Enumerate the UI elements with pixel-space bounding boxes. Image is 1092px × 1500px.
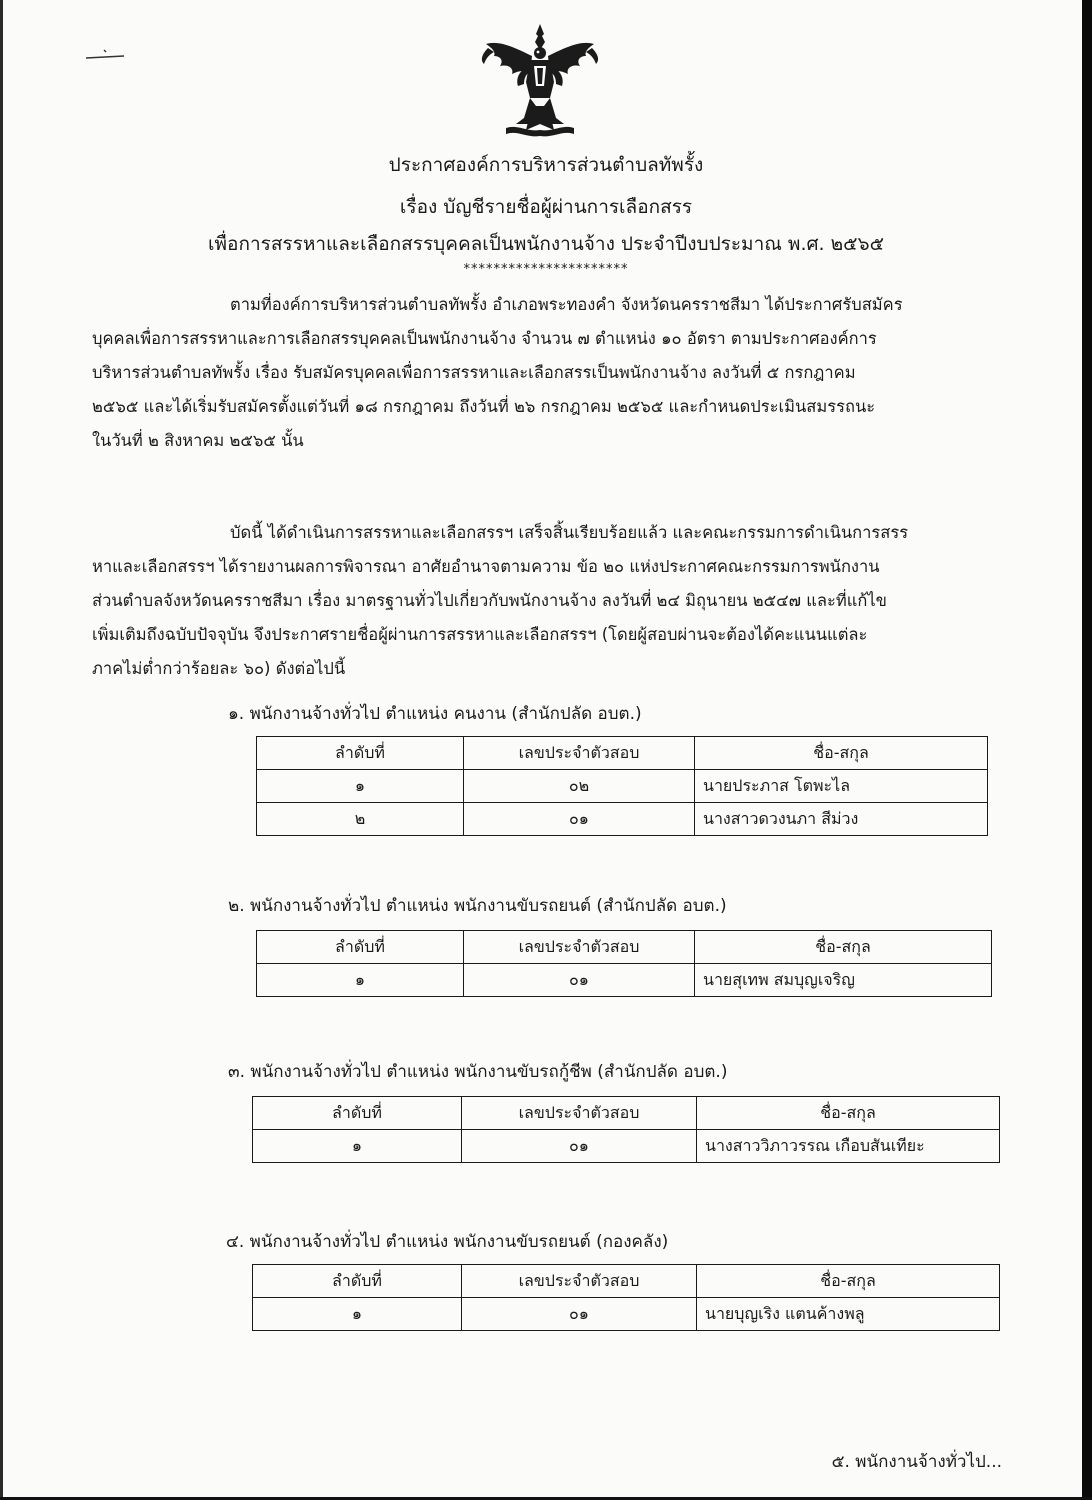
cell-name: นางสาววิภาวรรณ เกือบสันเทียะ: [697, 1130, 1000, 1163]
cell-order: ๑: [253, 1130, 462, 1163]
paragraph-1-line: ๒๕๖๕ และได้เริ่มรับสมัครตั้งแต่วันที่ ๑๘ กรกฎาคม ถึงวันที่ ๒๖ กรกฎาคม ๒๕๖๕ และกำหนดประเมินสมรรถนะ: [92, 397, 876, 416]
continued-on-next-page: ๕. พนักงานจ้างทั่วไป...: [831, 1452, 1002, 1472]
paragraph-2-line: บัดนี้ ได้ดำเนินการสรรหาและเลือกสรรฯ เสร็จสิ้นเรียบร้อยแล้ว และคณะกรรมการดำเนินการสรร: [230, 523, 909, 542]
cell-exam-id: ๐๒: [464, 770, 695, 803]
section-4-table: [252, 1264, 1000, 1331]
announcement-subject-line2: เพื่อการสรรหาและเลือกสรรบุคคลเป็นพนักงานจ้าง ประจำปีงบประมาณ พ.ศ. ๒๕๖๕: [208, 233, 884, 255]
garuda-emblem: [470, 20, 610, 140]
table-header-row: [253, 1097, 1000, 1130]
cell-exam-id: ๐๑: [462, 1298, 697, 1331]
col-order-header: ลำดับที่: [253, 1265, 462, 1298]
col-exam-id-header: เลขประจำตัวสอบ: [464, 737, 695, 770]
paragraph-2-line: เพิ่มเติมถึงฉบับปัจจุบัน จึงประกาศรายชื่อผู้ผ่านการสรรหาและเลือกสรรฯ (โดยผู้สอบผ่านจะต้องได้คะแนนแต่ละ: [92, 625, 868, 644]
cell-name: นายสุเทพ สมบุญเจริญ: [695, 964, 992, 997]
section-2-title: ๒. พนักงานจ้างทั่วไป ตำแหน่ง พนักงานขับรถยนต์ (สำนักปลัด อบต.): [228, 896, 727, 916]
table-row: [257, 770, 988, 803]
section-2-table: [256, 930, 992, 997]
cell-name: นายบุญเริง แตนค้างพลู: [697, 1298, 1000, 1331]
paragraph-2-line: ภาคไม่ต่ำกว่าร้อยละ ๖๐) ดังต่อไปนี้: [92, 659, 346, 678]
col-name-header: ชื่อ-สกุล: [695, 737, 988, 770]
announcement-title: ประกาศองค์การบริหารส่วนตำบลทัพรั้ง: [388, 154, 704, 176]
cell-order: ๑: [253, 1298, 462, 1331]
col-name-header: ชื่อ-สกุล: [697, 1265, 1000, 1298]
cell-name: นายประภาส โตพะไล: [695, 770, 988, 803]
col-exam-id-header: เลขประจำตัวสอบ: [464, 931, 695, 964]
pen-mark: [84, 44, 128, 64]
section-1-table: [256, 736, 988, 836]
paragraph-1-line: ในวันที่ ๒ สิงหาคม ๒๕๖๕ นั้น: [92, 431, 304, 450]
cell-exam-id: ๐๑: [462, 1130, 697, 1163]
col-name-header: ชื่อ-สกุล: [695, 931, 992, 964]
scan-edge-right: [1082, 0, 1092, 1500]
col-order-header: ลำดับที่: [257, 737, 464, 770]
table-row: [257, 964, 992, 997]
table-row: [253, 1130, 1000, 1163]
announcement-subject: เรื่อง บัญชีรายชื่อผู้ผ่านการเลือกสรร: [399, 196, 693, 218]
section-4-title: ๔. พนักงานจ้างทั่วไป ตำแหน่ง พนักงานขับรถยนต์ (กองคลัง): [226, 1232, 669, 1252]
col-order-header: ลำดับที่: [257, 931, 464, 964]
col-exam-id-header: เลขประจำตัวสอบ: [462, 1265, 697, 1298]
cell-order: ๑: [257, 770, 464, 803]
paragraph-2-line: ส่วนตำบลจังหวัดนครราชสีมา เรื่อง มาตรฐานทั่วไปเกี่ยวกับพนักงานจ้าง ลงวันที่ ๒๔ มิถุนายน ๒๕๔๗ และที่แก้ไข: [92, 591, 887, 610]
scan-edge-left: [0, 0, 3, 1500]
table-header-row: [257, 931, 992, 964]
cell-exam-id: ๐๑: [464, 803, 695, 836]
cell-exam-id: ๐๑: [464, 964, 695, 997]
cell-name: นางสาวดวงนภา สีม่วง: [695, 803, 988, 836]
paragraph-1-line: บริหารส่วนตำบลทัพรั้ง เรื่อง รับสมัครบุคคลเพื่อการสรรหาและเลือกสรรเป็นพนักงานจ้าง ลงวันที่ ๕ กรกฎาคม: [92, 363, 856, 382]
paragraph-1-line: บุคคลเพื่อการสรรหาและการเลือกสรรบุคคลเป็นพนักงานจ้าง จำนวน ๗ ตำแหน่ง ๑๐ อัตรา ตามประกาศองค์การ: [92, 329, 877, 348]
table-row: [253, 1298, 1000, 1331]
paragraph-2-line: หาและเลือกสรรฯ ได้รายงานผลการพิจารณา อาศัยอำนาจตามความ ข้อ ๒๐ แห่งประกาศคณะกรรมการพนักงาน: [92, 557, 880, 576]
col-exam-id-header: เลขประจำตัวสอบ: [462, 1097, 697, 1130]
section-3-title: ๓. พนักงานจ้างทั่วไป ตำแหน่ง พนักงานขับรถกู้ชีพ (สำนักปลัด อบต.): [228, 1062, 728, 1082]
section-3-table: [252, 1096, 1000, 1163]
separator-stars: **********************: [463, 262, 629, 277]
table-row: [257, 803, 988, 836]
table-header-row: [253, 1265, 1000, 1298]
cell-order: ๑: [257, 964, 464, 997]
col-name-header: ชื่อ-สกุล: [697, 1097, 1000, 1130]
paragraph-1-line: ตามที่องค์การบริหารส่วนตำบลทัพรั้ง อำเภอพระทองคำ จังหวัดนครราชสีมา ได้ประกาศรับสมัคร: [230, 295, 903, 314]
cell-order: ๒: [257, 803, 464, 836]
table-header-row: [257, 737, 988, 770]
section-1-title: ๑. พนักงานจ้างทั่วไป ตำแหน่ง คนงาน (สำนักปลัด อบต.): [228, 704, 642, 724]
col-order-header: ลำดับที่: [253, 1097, 462, 1130]
